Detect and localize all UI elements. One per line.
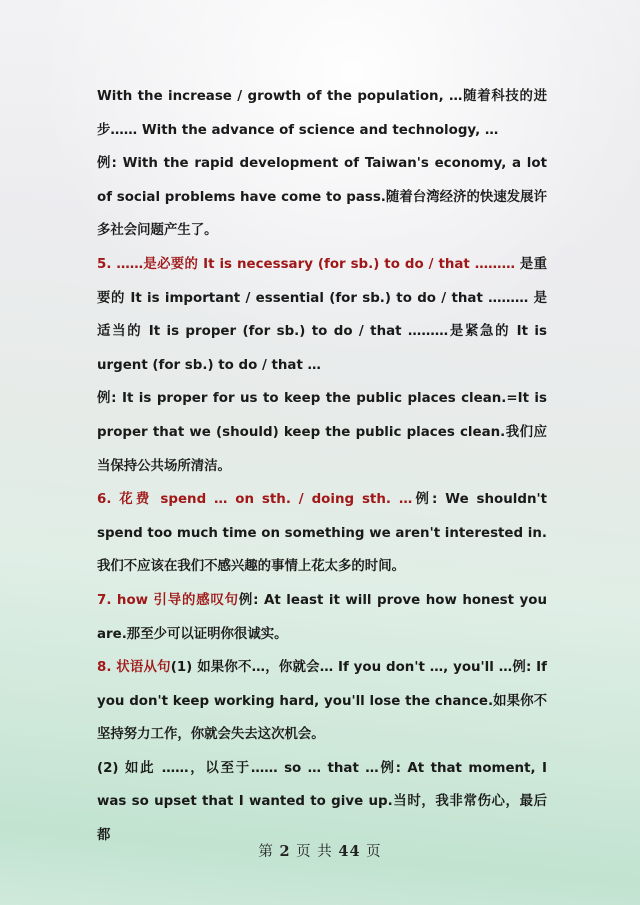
page-footer: [0, 840, 640, 861]
footer-prefix: 第: [258, 844, 274, 860]
paragraph-text: 例: It is proper for us to keep the public places clean.=It is proper that we (should) keep the public places clean.我们应当保持公共场所清洁。: [97, 391, 547, 474]
item-text: 是重要的 It is important / essential (for sb.) to do / that ……… 是适当的 It is proper (for sb.) to do / that ………是紧急的 It is urgent (for sb.) to do / that …: [97, 256, 548, 373]
item-heading: 8. 状语从句: [97, 660, 171, 676]
item-6: [97, 483, 547, 584]
footer-middle: 页 共: [296, 844, 333, 860]
item-5: [97, 248, 547, 382]
item-heading: 6. 花费 spend … on sth. / doing sth. …: [97, 492, 413, 508]
paragraph-8-2: [97, 752, 547, 853]
footer-page-number: 2: [279, 843, 291, 860]
item-8: [97, 651, 547, 752]
footer-suffix: 页: [366, 844, 382, 860]
item-heading: 7. how 引导的感叹句: [97, 592, 239, 608]
item-text: 例: We shouldn't spend too much time on something we aren't interested in.我们不应该在我们不感兴趣的事情上花太多的时间。: [97, 492, 547, 575]
footer-total-pages: 44: [338, 843, 361, 860]
item-7: [97, 584, 547, 651]
paragraph-text: 例: With the rapid development of Taiwan's economy, a lot of social problems have come to pass.随着台湾经济的快速发展许多社会问题产生了。: [97, 156, 547, 239]
paragraph-example-5: [97, 382, 547, 483]
paragraph-text: With the increase / growth of the population, …随着科技的进步…… With the advance of science and technology, …: [97, 89, 547, 138]
page-content: [97, 80, 547, 853]
item-heading: 5. ……是必要的 It is necessary (for sb.) to do / that ………: [97, 256, 515, 272]
item-text: (1) 如果你不…，你就会… If you don't …, you'll …例: If you don't keep working hard, you'll lose the chance.如果你不坚持努力工作，你就会失去这次机会。: [97, 660, 547, 743]
item-text: 例: At least it will prove how honest you are.那至少可以证明你很诚实。: [97, 592, 547, 642]
paragraph-text: (2) 如此 ……，以至于…… so … that …例: At that moment, I was so upset that I wanted to give up.当时，我非常伤心，最后都: [97, 760, 547, 844]
paragraph-1: [97, 80, 547, 147]
paragraph-2: [97, 147, 547, 248]
